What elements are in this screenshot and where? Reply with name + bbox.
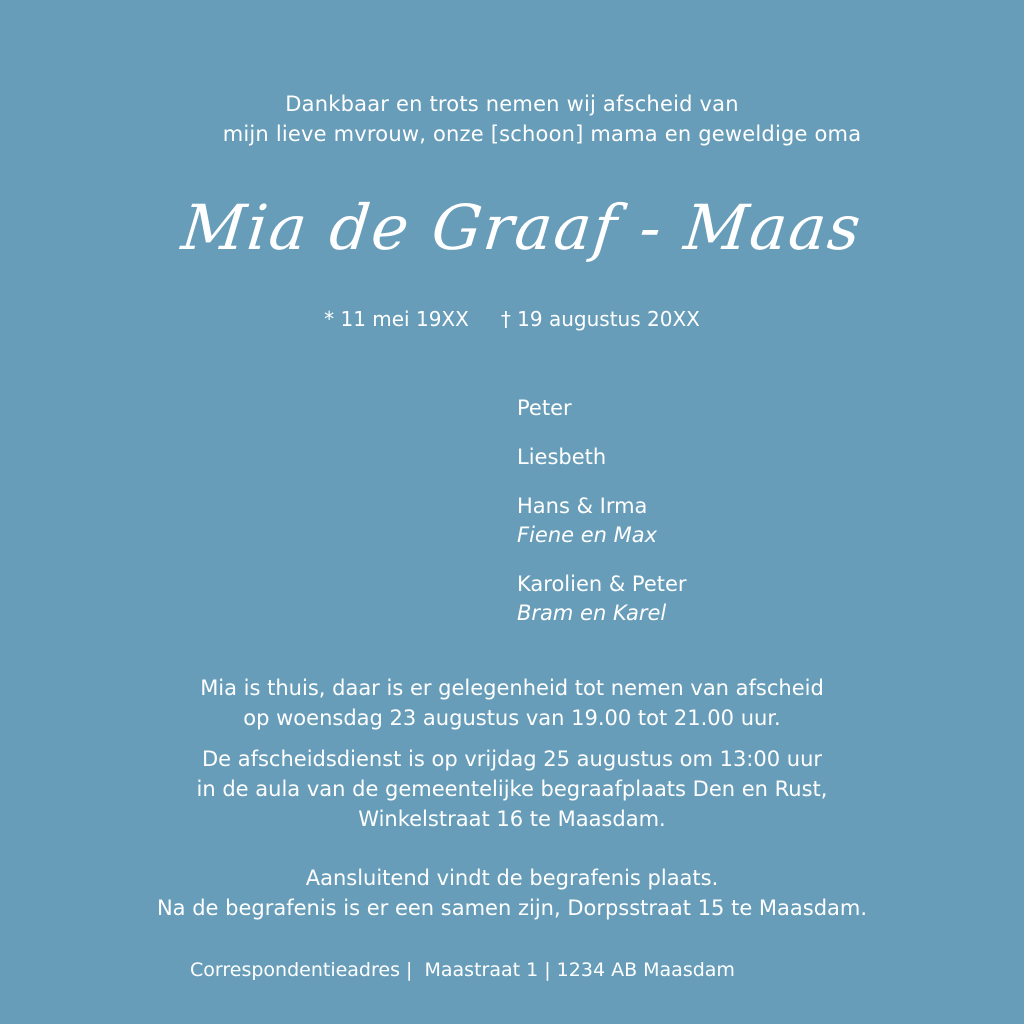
service-line-2: in de aula van de gemeentelijke begraafplaats Den en Rust, (196, 777, 828, 801)
burial-info (0, 863, 1024, 923)
service-line-3: Winkelstraat 16 te Maasdam. (358, 807, 666, 831)
family-member (517, 394, 687, 423)
visit-line-2: op woensdag 23 augustus van 19.00 tot 21.00 uur. (243, 706, 781, 730)
family-member-children: Fiene en Max (517, 523, 658, 547)
family-list (517, 394, 687, 648)
death-date: † 19 augustus 20XX (500, 307, 700, 331)
intro-line-2: mijn lieve mvrouw, onze [schoon] mama en geweldige oma (222, 122, 862, 146)
correspondence-address: Correspondentieadres | Maastraat 1 | 1234 AB Maasdam (190, 959, 735, 981)
family-member-children: Bram en Karel (517, 601, 667, 625)
deceased-name: Mia de Graaf - Maas (178, 191, 866, 264)
service-line-1: De afscheidsdienst is op vrijdag 25 augustus om 13:00 uur (201, 747, 823, 771)
life-dates (0, 305, 1024, 333)
burial-line-1: Aansluitend vindt de begrafenis plaats. (305, 866, 719, 890)
family-member-name: Karolien & Peter (517, 572, 687, 596)
family-member (517, 492, 687, 550)
family-member-name: Hans & Irma (517, 494, 648, 518)
family-member (517, 443, 687, 472)
family-member-name: Peter (517, 396, 572, 420)
burial-line-2: Na de begrafenis is er een samen zijn, Dorpsstraat 15 te Maasdam. (156, 896, 868, 920)
intro-line-1: Dankbaar en trots nemen wij afscheid van (285, 92, 739, 116)
family-member-name: Liesbeth (517, 445, 607, 469)
birth-date: * 11 mei 19XX (324, 307, 469, 331)
family-member (517, 570, 687, 628)
visit-info (0, 673, 1024, 733)
intro-text (0, 89, 1024, 149)
visit-line-1: Mia is thuis, daar is er gelegenheid tot nemen van afscheid (200, 676, 824, 700)
service-info (0, 744, 1024, 834)
